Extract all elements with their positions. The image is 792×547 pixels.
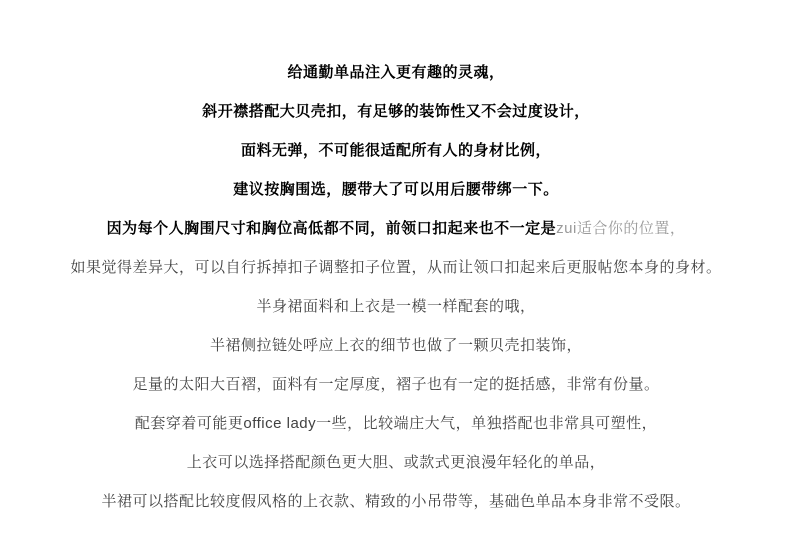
- description-line: 半裙侧拉链处呼应上衣的细节也做了一颗贝壳扣装饰，: [209, 337, 582, 354]
- description-line-muted-segment: zui适合你的位置，: [556, 220, 686, 237]
- description-line: 给通勤单品注入更有趣的灵魂，: [287, 64, 505, 81]
- description-line: 斜开襟搭配大贝壳扣，有足够的装饰性又不会过度设计，: [202, 103, 590, 120]
- description-line: 如果觉得差异大，可以自行拆掉扣子调整扣子位置，从而让领口扣起来后更服帖您本身的身材。: [70, 259, 722, 276]
- description-line: 半裙可以搭配比较度假风格的上衣款、精致的小吊带等，基础色单品本身非常不受限。: [101, 493, 691, 510]
- description-line: 配套穿着可能更office lady一些，比较端庄大气，单独搭配也非常具可塑性，: [134, 415, 658, 432]
- description-line: 足量的太阳大百褶，面料有一定厚度，褶子也有一定的挺括感，非常有份量。: [132, 376, 660, 393]
- description-line: 建议按胸围选，腰带大了可以用后腰带绑一下。: [233, 181, 559, 198]
- description-line: 面料无弹，不可能很适配所有人的身材比例，: [240, 142, 551, 159]
- description-line: [0, 209, 792, 248]
- description-line-main-segment: 因为每个人胸围尺寸和胸位高低都不同，前领口扣起来也不一定是: [106, 220, 557, 237]
- description-line: 半身裙面料和上衣是一模一样配套的哦，: [256, 298, 536, 315]
- description-line: 上衣可以选择搭配颜色更大胆、或款式更浪漫年轻化的单品，: [186, 454, 606, 471]
